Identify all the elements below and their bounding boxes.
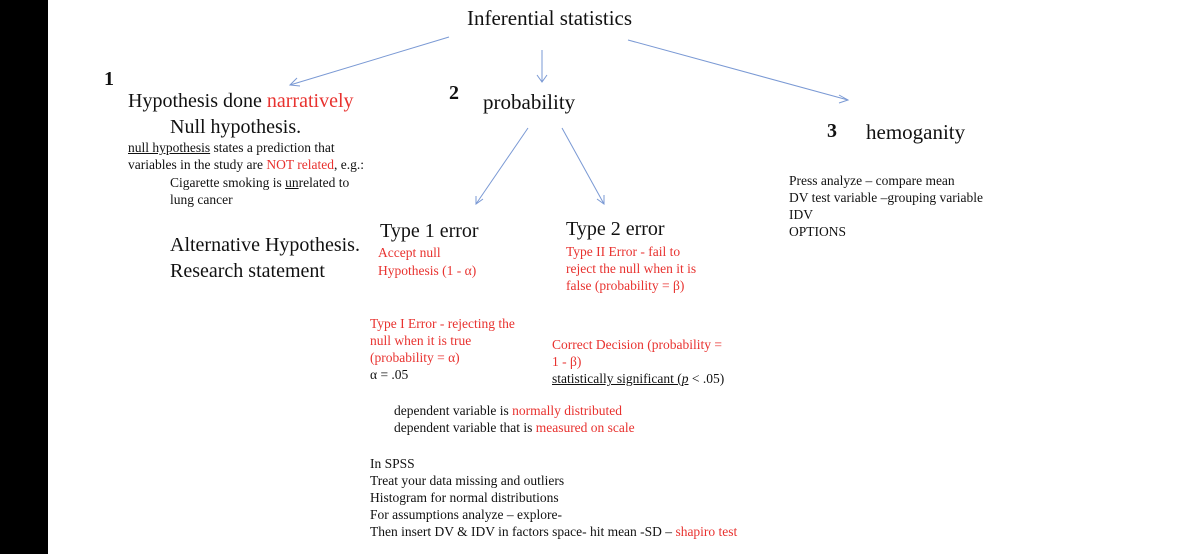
assumption-line2-prefix: dependent variable that is [394,420,536,435]
null-hypothesis-heading: Null hypothesis. [170,116,302,138]
spss-line5-highlight: shapiro test [675,524,738,539]
assumption-line2-highlight: measured on scale [535,420,635,435]
branch2-number: 2 [449,82,459,104]
branch2-heading: probability [483,90,576,114]
null-hypothesis-term: null hypothesis [128,140,211,155]
alpha-value: α = .05 [370,367,409,382]
significance-prefix: statistically significant ( [552,371,682,386]
branch3-number: 3 [827,120,837,142]
statistically-significant [552,370,724,387]
correct-decision-line1: Correct Decision (probability = [552,337,722,352]
arrow-title-to-hemoganity [628,40,848,100]
spss-line2: Treat your data missing and outliers [370,473,565,488]
arrow-title-to-hypothesis [290,37,449,85]
example-line1-suffix: related to [298,175,350,190]
assumption-line1-prefix: dependent variable is [394,403,513,418]
null-definition-text1: states a prediction that [210,140,335,155]
research-statement: Research statement [170,260,325,282]
branch3-line4: OPTIONS [789,224,847,239]
spss-line3: Histogram for normal distributions [370,490,559,505]
arrowhead-type2 [597,195,604,204]
alternative-hypothesis-heading: Alternative Hypothesis. [170,234,360,256]
branch3-line2: DV test variable –grouping variable [789,190,983,205]
assumption-line1 [394,402,622,419]
example-line1-underlined: un [285,175,299,190]
assumption-line2 [394,419,635,436]
branch3-heading: hemoganity [866,120,966,144]
spss-line5 [370,523,737,540]
arrow-probability-to-type2 [562,128,604,204]
example-line1-prefix: Cigarette smoking is [170,175,286,190]
branch3-line1: Press analyze – compare mean [789,173,955,188]
type1-error-line1: Type I Error - rejecting the [370,316,515,331]
branch1-number: 1 [104,68,114,90]
spss-line5-prefix: Then insert DV & IDV in factors space- hit mean -SD – [370,524,676,539]
significance-suffix: < .05) [688,371,725,386]
spss-line4: For assumptions analyze – explore- [370,507,562,522]
null-definition-highlight: NOT related [266,157,334,172]
branch1-heading [128,90,354,113]
type2-line2: reject the null when it is [566,261,697,276]
branch3-line3: IDV [789,207,813,222]
branch1-heading-prefix: Hypothesis done [128,90,267,112]
type2-line1: Type II Error - fail to [566,244,681,259]
spss-line1: In SPSS [370,456,415,471]
type1-error-line2: null when it is true [370,333,472,348]
null-definition-text2: variables in the study are [128,157,267,172]
type1-heading: Type 1 error [380,220,479,242]
significance-p: p [681,371,689,386]
null-definition-line2 [128,156,364,173]
type2-line3: false (probability = β) [566,278,685,293]
diagram-title: Inferential statistics [467,6,633,30]
branch1-heading-highlight: narratively [266,90,354,112]
example-line2: lung cancer [170,192,233,207]
correct-decision-line2: 1 - β) [552,354,582,369]
null-definition-text3: , e.g.: [333,157,364,172]
type1-line2: Hypothesis (1 - α) [378,263,477,278]
type2-heading: Type 2 error [566,218,665,240]
assumption-line1-highlight: normally distributed [512,403,622,418]
arrow-probability-to-type1 [476,128,528,204]
example-line1 [170,174,349,191]
type1-error-line3: (probability = α) [370,350,460,365]
type1-line1: Accept null [378,245,441,260]
null-definition-line1 [128,139,335,156]
arrowhead-type1 [476,196,483,204]
